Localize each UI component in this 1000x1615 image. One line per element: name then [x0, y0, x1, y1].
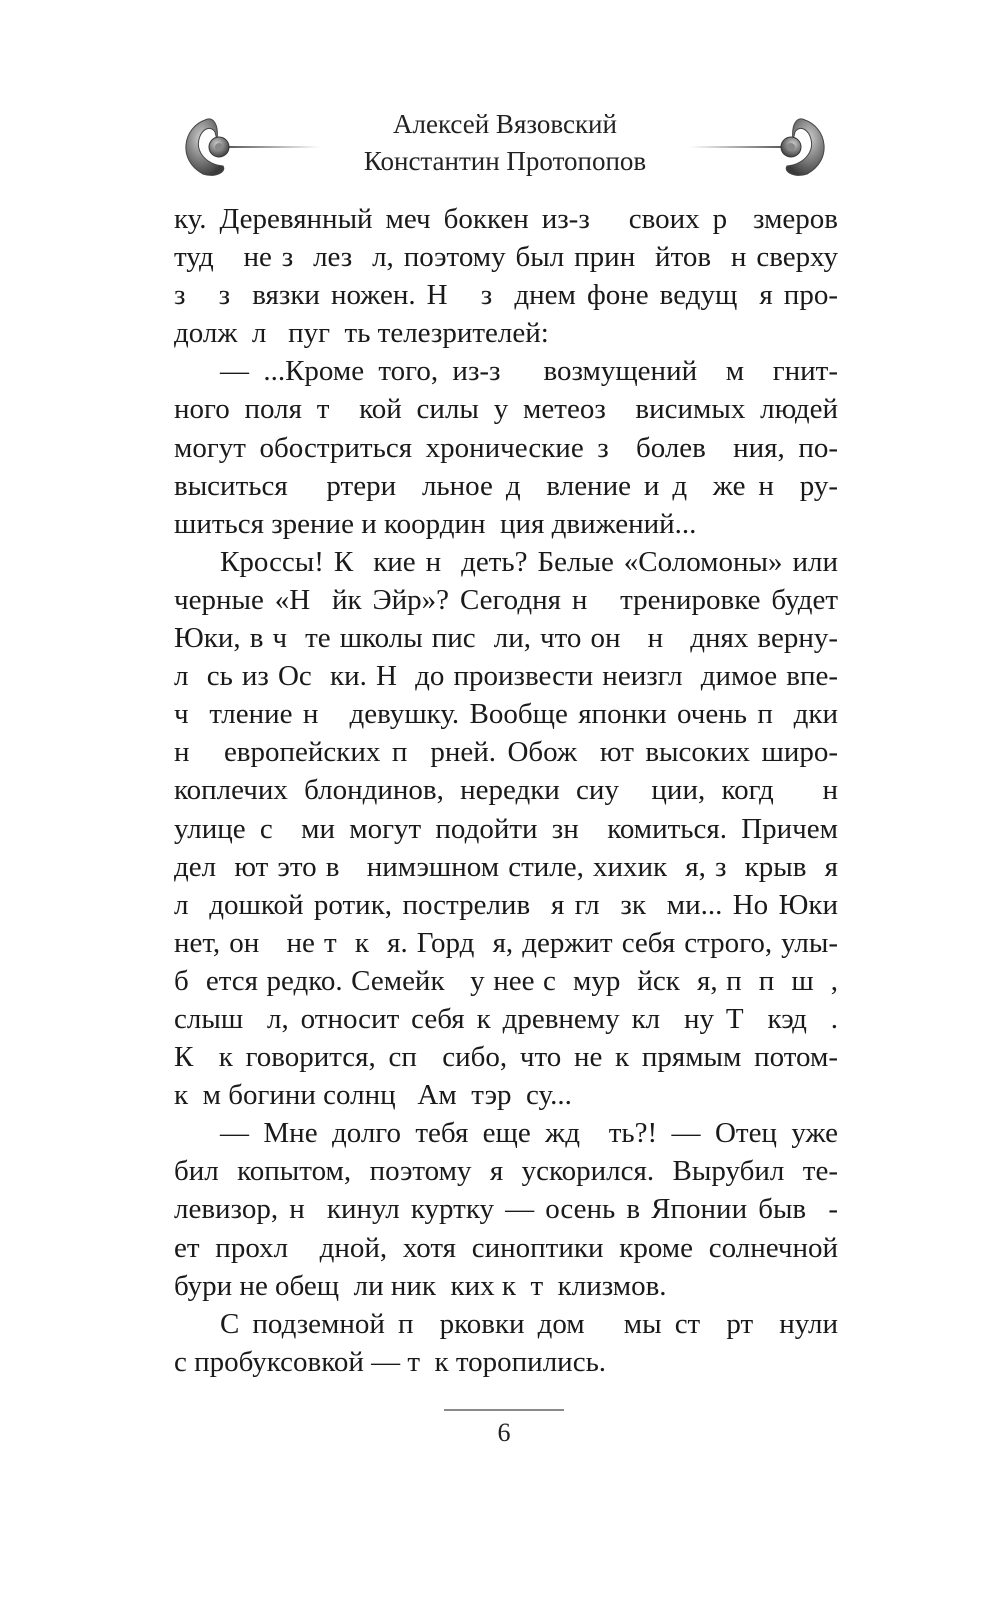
text-line: нет, он не т к я. Горд я, держит себя строго, улы-	[174, 926, 838, 959]
author-name: Алексей Вязовский	[393, 109, 617, 139]
text-line: — Мне долго тебя еще жд ть?! — Отец уже	[220, 1117, 838, 1150]
text-line: выситься ртери льное д вление и д же н ру-	[174, 469, 838, 502]
author-name: Константин Протопопов	[363, 146, 647, 176]
text-line: С подземной п рковки дом мы ст рт нули	[220, 1307, 838, 1340]
text-line: черные «Н йк Эйр»? Сегодня н тренировке будет	[174, 583, 838, 616]
text-line: с пробуксовкой — т к торопились.	[174, 1345, 607, 1378]
body-text	[174, 200, 838, 1381]
running-header	[170, 100, 840, 185]
text-line: з з вязки ножен. Н з днем фоне ведущ я про-	[174, 279, 838, 312]
text-line: К к говорится, сп сибо, что не к прямым потом-	[174, 1041, 838, 1074]
text-line: бил копытом, поэтому я ускорился. Вырубил те-	[174, 1155, 838, 1188]
text-line: слыш л, относит себя к древнему кл ну Т кэд .	[174, 1002, 838, 1035]
curled-hook-ornament-icon	[685, 110, 835, 180]
text-line: л дошкой ротик, пострелив я гл зк ми... Но Юки	[174, 888, 838, 921]
text-line: шиться зрение и координ ция движений...	[174, 507, 697, 540]
text-line: — ...Кроме того, из-з возмущений м гнит-	[220, 355, 838, 388]
text-line: б ется редко. Семейк у нее с мур йск я, п п ш ,	[174, 964, 838, 997]
text-line: могут обостриться хронические з болев ния, по-	[174, 431, 838, 464]
text-line: туд не з лез л, поэтому был прин йтов н сверху	[174, 241, 838, 274]
text-line: левизор, н кинул куртку — осень в Японии быв -	[174, 1193, 838, 1226]
text-line: ч тление н девушку. Вообще японки очень п дки	[174, 698, 838, 731]
text-line: бури не обещ ли ник ких к т клизмов.	[174, 1269, 667, 1302]
text-line: ет прохл дной, хотя синоптики кроме солнечной	[174, 1231, 838, 1264]
text-line: ного поля т кой силы у метеоз висимых людей	[174, 393, 838, 426]
page-number: 6	[497, 1418, 511, 1447]
text-line: улице с ми могут подойти зн комиться. Причем	[174, 812, 838, 845]
footer-divider	[444, 1409, 564, 1411]
text-line: ку. Деревянный меч боккен из-з своих р змеров	[174, 203, 838, 235]
text-line: л сь из Ос ки. Н до произвести неизгл димое впе-	[174, 660, 838, 693]
text-line: коплечих блондинов, нередки сиу ции, когд н	[174, 774, 838, 807]
text-line: к м богини солнц Ам тэр су...	[174, 1079, 572, 1112]
text-line: дел ют это в нимэшном стиле, хихик я, з крыв я	[174, 850, 838, 883]
text-line: н европейских п рней. Обож ют высоких широ-	[174, 736, 838, 769]
text-line: Юки, в ч те школы пис ли, что он н днях верну-	[174, 622, 838, 655]
text-line: долж л пуг ть телезрителей:	[174, 317, 549, 350]
text-line: Кроссы! К кие н деть? Белые «Соломоны» или	[220, 545, 838, 578]
